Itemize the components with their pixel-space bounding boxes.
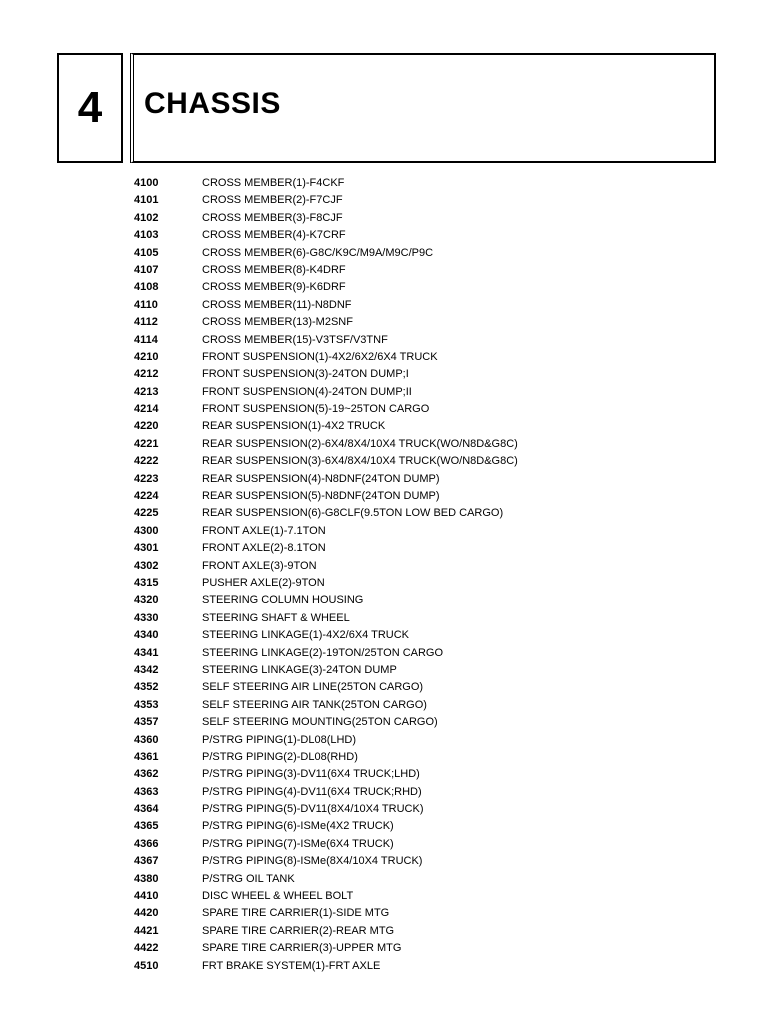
section-description: CROSS MEMBER(15)-V3TSF/V3TNF [202,333,388,346]
list-item[interactable] [0,453,768,470]
section-description: CROSS MEMBER(2)-F7CJF [202,194,343,207]
list-item[interactable] [0,505,768,522]
section-description: REAR SUSPENSION(4)-N8DNF(24TON DUMP) [202,472,440,485]
list-item[interactable] [0,436,768,453]
list-item[interactable] [0,540,768,557]
list-item[interactable] [0,175,768,192]
section-code: 4357 [134,716,159,729]
section-description: PUSHER AXLE(2)-9TON [202,576,325,589]
list-item[interactable] [0,349,768,366]
list-item[interactable] [0,766,768,783]
list-item[interactable] [0,940,768,957]
section-code: 4410 [134,890,159,903]
list-item[interactable] [0,523,768,540]
list-item[interactable] [0,905,768,922]
section-description: STEERING LINKAGE(1)-4X2/6X4 TRUCK [202,629,410,642]
section-code: 4107 [134,263,159,276]
section-description: CROSS MEMBER(13)-M2SNF [202,316,353,329]
section-code: 4225 [134,507,159,520]
section-code: 4362 [134,768,159,781]
list-item[interactable] [0,818,768,835]
section-description: P/STRG PIPING(5)-DV11(8X4/10X4 TRUCK) [202,803,424,816]
list-item[interactable] [0,662,768,679]
section-code: 4212 [134,368,159,381]
section-code: 4224 [134,490,159,503]
section-description: CROSS MEMBER(8)-K4DRF [202,263,346,276]
list-item[interactable] [0,366,768,383]
section-code: 4300 [134,524,159,537]
section-description: SELF STEERING AIR TANK(25TON CARGO) [202,698,427,711]
list-item[interactable] [0,262,768,279]
section-code: 4341 [134,646,159,659]
list-item[interactable] [0,401,768,418]
section-description: FRONT SUSPENSION(5)-19~25TON CARGO [202,403,430,416]
section-description: FRONT SUSPENSION(4)-24TON DUMP;II [202,385,412,398]
section-description: STEERING SHAFT & WHEEL [202,611,350,624]
section-code: 4421 [134,924,159,937]
list-item[interactable] [0,679,768,696]
section-code: 4342 [134,663,159,676]
list-item[interactable] [0,592,768,609]
section-code: 4210 [134,350,159,363]
section-description: FRONT AXLE(2)-8.1TON [202,542,326,555]
section-description: P/STRG PIPING(7)-ISMe(6X4 TRUCK) [202,837,394,850]
list-item[interactable] [0,558,768,575]
section-description: DISC WHEEL & WHEEL BOLT [202,890,354,903]
section-description: FRONT SUSPENSION(3)-24TON DUMP;I [202,368,409,381]
list-item[interactable] [0,488,768,505]
section-description: P/STRG PIPING(4)-DV11(6X4 TRUCK;RHD) [202,785,422,798]
section-description: FRT BRAKE SYSTEM(1)-FRT AXLE [202,959,381,972]
list-item[interactable] [0,714,768,731]
section-code: 4103 [134,229,159,242]
section-code: 4100 [134,177,159,189]
section-code: 4320 [134,594,159,607]
section-code: 4221 [134,437,159,450]
section-description: STEERING LINKAGE(2)-19TON/25TON CARGO [202,646,444,659]
list-item[interactable] [0,784,768,801]
section-description: P/STRG PIPING(8)-ISMe(8X4/10X4 TRUCK) [202,855,423,868]
section-code: 4220 [134,420,159,433]
section-description: FRONT AXLE(3)-9TON [202,559,317,572]
list-item[interactable] [0,471,768,488]
section-index-list [0,175,768,975]
section-description: SELF STEERING AIR LINE(25TON CARGO) [202,681,424,694]
section-description: SPARE TIRE CARRIER(3)-UPPER MTG [202,942,402,955]
section-code: 4380 [134,872,159,885]
section-code: 4105 [134,246,159,259]
section-code: 4101 [134,194,159,207]
list-item[interactable] [0,732,768,749]
chapter-number-box [57,53,123,163]
section-description: P/STRG PIPING(1)-DL08(LHD) [202,733,357,746]
list-item[interactable] [0,279,768,296]
section-code: 4214 [134,403,159,416]
list-item[interactable] [0,384,768,401]
section-code: 4112 [134,316,158,329]
list-item[interactable] [0,575,768,592]
section-code: 4340 [134,629,159,642]
section-code: 4422 [134,942,159,955]
list-item[interactable] [0,958,768,975]
section-code: 4366 [134,837,159,850]
section-description: P/STRG OIL TANK [202,872,295,885]
section-code: 4302 [134,559,159,572]
section-description: REAR SUSPENSION(1)-4X2 TRUCK [202,420,386,433]
section-code: 4367 [134,855,159,868]
section-code: 4361 [134,750,159,763]
section-description: REAR SUSPENSION(3)-6X4/8X4/10X4 TRUCK(WO/N8D&G8C) [202,455,518,468]
list-item[interactable] [0,749,768,766]
chapter-number: 4 [77,83,103,132]
section-description: STEERING LINKAGE(3)-24TON DUMP [202,663,397,676]
list-item[interactable] [0,245,768,262]
section-description: REAR SUSPENSION(6)-G8CLF(9.5TON LOW BED CARGO) [202,507,504,520]
section-code: 4510 [134,959,159,972]
list-item[interactable] [0,836,768,853]
list-item[interactable] [0,314,768,331]
chapter-title: CHASSIS [144,87,281,120]
list-item[interactable] [0,697,768,714]
section-description: FRONT AXLE(1)-7.1TON [202,524,326,537]
section-code: 4301 [134,542,159,555]
section-description: CROSS MEMBER(3)-F8CJF [202,211,343,224]
chapter-title-box [130,53,716,163]
section-description: CROSS MEMBER(4)-K7CRF [202,229,346,242]
list-item[interactable] [0,332,768,349]
section-code: 4330 [134,611,159,624]
section-code: 4223 [134,472,159,485]
section-code: 4102 [134,211,159,224]
section-code: 4108 [134,281,159,294]
section-description: REAR SUSPENSION(2)-6X4/8X4/10X4 TRUCK(WO/N8D&G8C) [202,437,518,450]
list-item[interactable] [0,801,768,818]
section-code: 4364 [134,803,159,816]
list-item[interactable] [0,853,768,870]
list-item[interactable] [0,210,768,227]
section-description: FRONT SUSPENSION(1)-4X2/6X2/6X4 TRUCK [202,350,438,363]
list-item[interactable] [0,627,768,644]
section-description: CROSS MEMBER(1)-F4CKF [202,177,345,189]
section-description: STEERING COLUMN HOUSING [202,594,364,607]
section-code: 4352 [134,681,159,694]
section-code: 4110 [134,298,158,311]
section-description: SELF STEERING MOUNTING(25TON CARGO) [202,716,438,729]
section-code: 4365 [134,820,159,833]
list-item[interactable] [0,227,768,244]
list-item[interactable] [0,610,768,627]
section-description: REAR SUSPENSION(5)-N8DNF(24TON DUMP) [202,490,440,503]
section-description: CROSS MEMBER(6)-G8C/K9C/M9A/M9C/P9C [202,246,434,259]
section-code: 4360 [134,733,159,746]
section-code: 4420 [134,907,159,920]
section-description: P/STRG PIPING(3)-DV11(6X4 TRUCK;LHD) [202,768,420,781]
section-code: 4213 [134,385,159,398]
list-item[interactable] [0,192,768,209]
section-description: P/STRG PIPING(6)-ISMe(4X2 TRUCK) [202,820,394,833]
section-code: 4353 [134,698,159,711]
list-item[interactable] [0,871,768,888]
section-description: SPARE TIRE CARRIER(1)-SIDE MTG [202,907,390,920]
section-code: 4114 [134,333,158,346]
list-item[interactable] [0,888,768,905]
section-code: 4363 [134,785,159,798]
section-description: CROSS MEMBER(9)-K6DRF [202,281,346,294]
section-code: 4315 [134,576,159,589]
section-description: CROSS MEMBER(11)-N8DNF [202,298,352,311]
section-code: 4222 [134,455,159,468]
list-item[interactable] [0,418,768,435]
list-item[interactable] [0,645,768,662]
section-description: P/STRG PIPING(2)-DL08(RHD) [202,750,358,763]
list-item[interactable] [0,297,768,314]
list-item[interactable] [0,923,768,940]
section-description: SPARE TIRE CARRIER(2)-REAR MTG [202,924,395,937]
